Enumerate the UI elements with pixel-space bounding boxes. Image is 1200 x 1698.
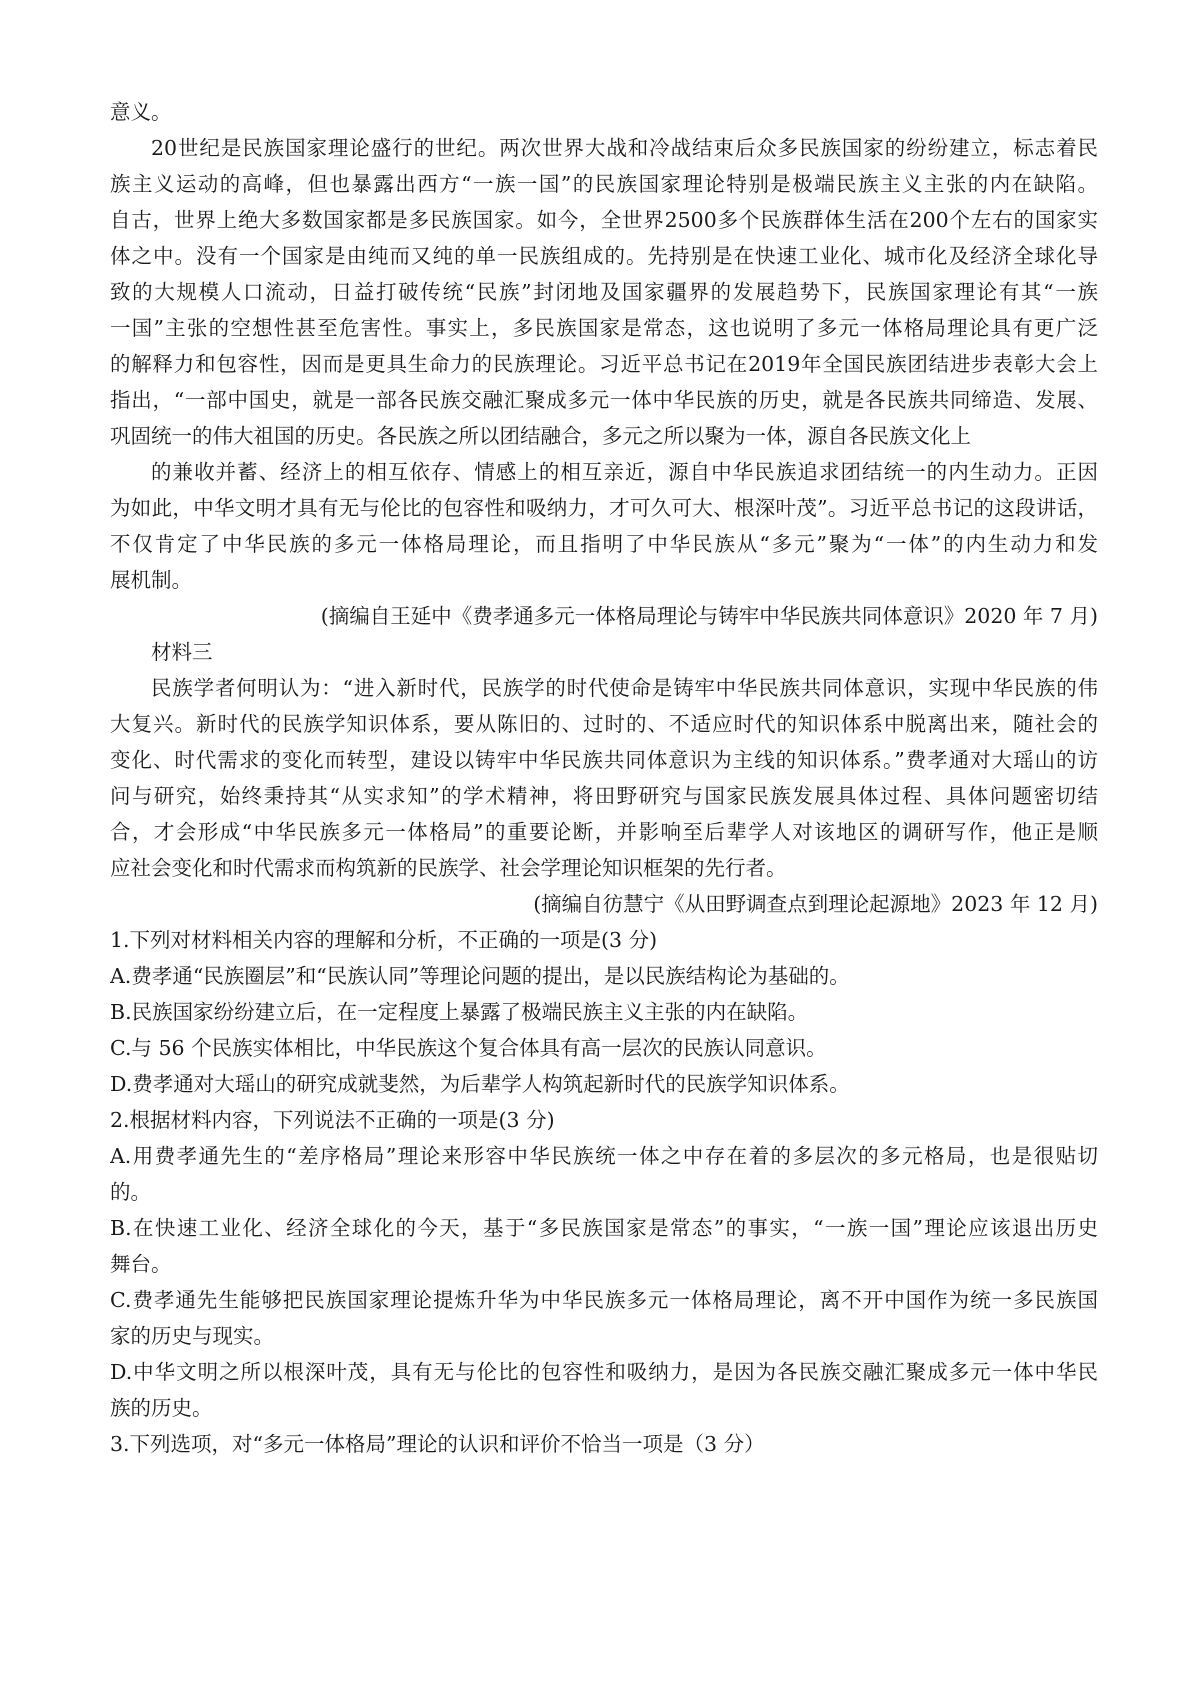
option-a: A.用费孝通先生的“差序格局”理论来形容中华民族统一体之中存在着的多层次的多元格局，也是很贴切: [110, 1144, 1098, 1168]
text-line: 大复兴。新时代的民族学知识体系，要从陈旧的、过时的、不适应时代的知识体系中脱离出来，随社会的: [110, 712, 1098, 736]
option-c: C.费孝通先生能够把民族国家理论提炼升华为中华民族多元一体格局理论，离不开中国作为统一多民族国: [110, 1288, 1098, 1312]
question-stem: 2.根据材料内容，下列说法不正确的一项是(3 分): [110, 1108, 555, 1132]
text-line: 不仅肯定了中华民族的多元一体格局理论，而且指明了中华民族从“多元”聚为“一体”的内生动力和发: [110, 532, 1098, 556]
option-c: C.与 56 个民族实体相比，中华民族这个复合体具有高一层次的民族认同意识。: [110, 1036, 827, 1060]
option-d-cont: 族的历史。: [110, 1396, 213, 1420]
text-line: 变化、时代需求的变化而转型，建设以铸牢中华民族共同体意识为主线的知识体系。”费孝通对大瑶山的访: [110, 748, 1098, 772]
question-2: [110, 1102, 1098, 1426]
option-d: D.中华文明之所以根深叶茂，具有无与伦比的包容性和吸纳力，是因为各民族交融汇聚成多元一体中华民: [110, 1360, 1098, 1384]
text-line: 合，才会形成“中华民族多元一体格局”的重要论断，并影响至后辈学人对该地区的调研写作，他正是顺: [110, 820, 1098, 844]
text-line: 族主义运动的高峰，但也暴露出西方“一族一国”的民族国家理论特别是极端民族主义主张的内在缺陷。: [110, 172, 1098, 196]
paragraph-nationstate-theory: [110, 130, 1098, 454]
option-c-cont: 家的历史与现实。: [110, 1324, 274, 1348]
option-b: B.民族国家纷纷建立后，在一定程度上暴露了极端民族主义主张的内在缺陷。: [110, 1000, 809, 1024]
citation-material-3: (摘编自彷慧宁《从田野调查点到理论起源地》2023 年 12 月): [533, 892, 1098, 916]
option-a-cont: 的。: [110, 1180, 151, 1204]
material-3-heading: 材料三: [151, 640, 213, 664]
text-line: 为如此，中华文明才具有无与伦比的包容性和吸纳力，才可久可大、根深叶茂”。习近平总书记的这段讲话，: [110, 496, 1098, 520]
text-line: 的解释力和包容性，因而是更具生命力的民族理论。习近平总书记在2019年全国民族团结进步表彰大会上: [110, 352, 1098, 376]
text-line: 应社会变化和时代需求而构筑新的民族学、社会学理论知识框架的先行者。: [110, 856, 787, 880]
paragraph-material-3: [110, 670, 1098, 886]
text-line: 民族学者何明认为：“进入新时代，民族学的时代使命是铸牢中华民族共同体意识，实现中华民族的伟: [151, 676, 1098, 700]
text-line: 的兼收并蓄、经济上的相互依存、情感上的相互亲近，源自中华民族追求团结统一的内生动力。正因: [151, 460, 1098, 484]
text-line: 一国”主张的空想性甚至危害性。事实上，多民族国家是常态，这也说明了多元一体格局理论具有更广泛: [110, 316, 1098, 340]
question-3: [110, 1426, 1098, 1462]
text-line: 问与研究，始终秉持其“从实求知”的学术精神，将田野研究与国家民族发展具体过程、具体问题密切结: [110, 784, 1098, 808]
document-page: [110, 94, 1098, 1462]
text-line: 致的大规模人口流动，日益打破传统“民族”封闭地及国家疆界的发展趋势下，民族国家理论有其“一族: [110, 280, 1098, 304]
text-line: 巩固统一的伟大祖国的历史。各民族之所以团结融合，多元之所以聚为一体，源自各民族文化上: [110, 424, 971, 448]
text-line: 指出，“一部中国史，就是一部各民族交融汇聚成多元一体中华民族的历史，就是各民族共同缔造、发展、: [110, 388, 1098, 412]
paragraph-end-line: 意义。: [110, 100, 172, 124]
paragraph-continuation: [110, 454, 1098, 598]
question-1: [110, 922, 1098, 1102]
option-d: D.费孝通对大瑶山的研究成就斐然，为后辈学人构筑起新时代的民族学知识体系。: [110, 1072, 850, 1096]
text-line: 展机制。: [110, 568, 192, 592]
text-line: 体之中。没有一个国家是由纯而又纯的单一民族组成的。先持别是在快速工业化、城市化及经济全球化导: [110, 244, 1098, 268]
option-b-cont: 舞台。: [110, 1252, 172, 1276]
citation-material-2: (摘编自王延中《费孝通多元一体格局理论与铸牢中华民族共同体意识》2020 年 7 月): [320, 604, 1098, 628]
text-line: 自古，世界上绝大多数国家都是多民族国家。如今，全世界2500多个民族群体生活在200个左右的国家实: [110, 208, 1098, 232]
question-stem: 3.下列选项，对“多元一体格局”理论的认识和评价不恰当一项是（3 分）: [110, 1432, 765, 1456]
text-line: 20世纪是民族国家理论盛行的世纪。两次世界大战和冷战结束后众多民族国家的纷纷建立，标志着民: [151, 136, 1098, 160]
option-b: B.在快速工业化、经济全球化的今天，基于“多民族国家是常态”的事实，“一族一国”理论应该退出历史: [110, 1216, 1098, 1240]
question-stem: 1.下列对材料相关内容的理解和分析，不正确的一项是(3 分): [110, 928, 658, 952]
option-a: A.费孝通“民族圈层”和“民族认同”等理论问题的提出，是以民族结构论为基础的。: [110, 964, 850, 988]
